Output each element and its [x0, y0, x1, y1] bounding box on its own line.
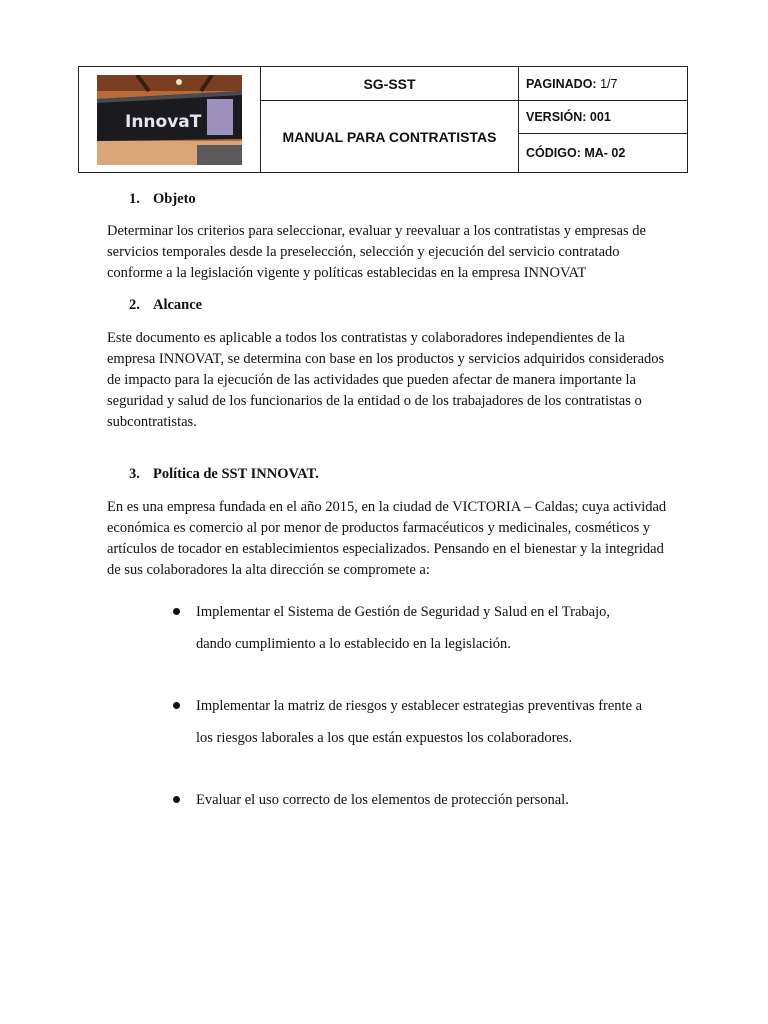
section-heading-alcance: 2. Alcance	[129, 297, 203, 313]
codigo-value: MA- 02	[584, 146, 626, 160]
system-name: SG-SST	[261, 67, 519, 101]
list-item: Implementar el Sistema de Gestión de Seguridad y Salud en el Trabajo, dando cumplimiento a lo establecido en la legislación.	[173, 596, 673, 660]
bullet-icon	[173, 608, 180, 615]
section-text-politica: En es una empresa fundada en el año 2015, en la ciudad de VICTORIA – Caldas; cuya actividad económica es comercio al por menor de productos farmacéuticos y medicinales, cosméticos y artículos de tocador en establecimientos especializados. Pensando en el bienestar y la integridad de sus colaboradores la alta dirección se compromete a:	[107, 499, 667, 578]
policy-bullet-list	[173, 596, 673, 816]
section-text-objeto: Determinar los criterios para seleccionar, evaluar y reevaluar a los contratistas y empresas de servicios temporales desde la preselección, selección y ejecución del servicio contratado conforme a la legislación vigente y políticas establecidas en la empresa INNOVAT	[107, 223, 646, 281]
document-title: MANUAL PARA CONTRATISTAS	[261, 101, 519, 173]
paginado-value: 1/7	[600, 76, 618, 91]
codigo-cell	[519, 134, 688, 173]
version-value: 001	[589, 110, 611, 124]
version-cell	[519, 101, 688, 134]
bullet-icon	[173, 702, 180, 709]
paginado-label: PAGINADO:	[526, 76, 597, 91]
section-heading-politica: 3. Política de SST INNOVAT.	[129, 466, 319, 482]
document-header-table	[78, 66, 688, 173]
list-item: Implementar la matriz de riesgos y establecer estrategias preventivas frente a los riesgos laborales a los que están expuestos los colaboradores.	[173, 690, 673, 754]
company-logo	[97, 75, 242, 165]
section-heading-objeto: 1. Objeto	[129, 191, 196, 207]
section-text-alcance: Este documento es aplicable a todos los contratistas y colaboradores independientes de la empresa INNOVAT, se determina con base en los productos y servicios adquiridos considerados de impacto para la ejecución de las actividades que pueden afectar de manera importante la seguridad y salud de los funcionarios de la entidad o de los trabajadores de los contratistas o subcontratistas.	[107, 330, 665, 430]
storefront-photo-icon	[97, 75, 242, 165]
codigo-label: CÓDIGO:	[526, 146, 581, 160]
version-label: VERSIÓN:	[526, 110, 587, 124]
logo-cell	[79, 67, 261, 173]
bullet-icon	[173, 796, 180, 803]
svg-text:InnovaT: InnovaT	[125, 111, 202, 132]
list-item: Evaluar el uso correcto de los elementos de protección personal.	[173, 784, 673, 816]
paginado-cell	[519, 67, 688, 101]
